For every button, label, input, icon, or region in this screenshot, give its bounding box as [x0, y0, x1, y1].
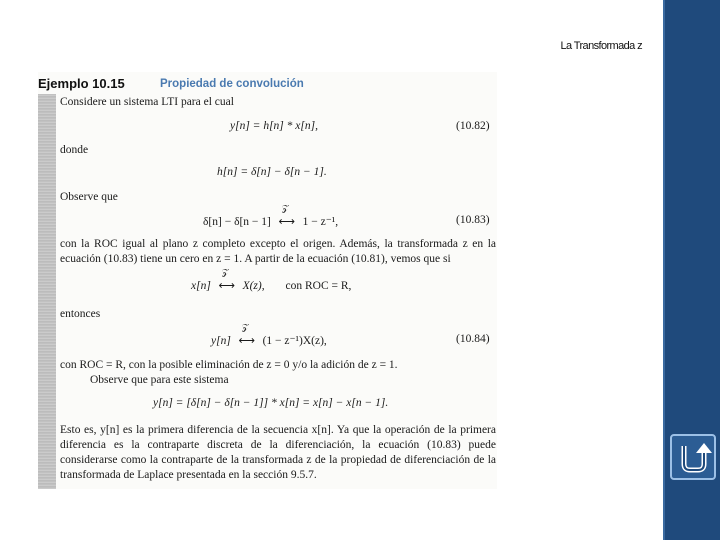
eq5-right: (1 − z⁻¹)X(z), [262, 335, 327, 347]
z-operator-symbol-3: 𝒵 [241, 322, 249, 332]
observe-system: Observe que para este sistema [90, 374, 229, 386]
roc-remark: con ROC = R, con la posible eliminación de z = 0 y/o la adición de z = 1. [60, 359, 398, 371]
equation-x-transform [191, 267, 352, 292]
z-operator-symbol-2: 𝒵 [221, 267, 229, 277]
eq3-left: δ[n] − δ[n − 1] [203, 216, 271, 228]
example-label: Ejemplo 10.15 [38, 76, 125, 91]
z-operator-symbol: 𝒵 [281, 203, 289, 213]
eq4-left: x[n] [191, 280, 211, 292]
intro-line: Considere un sistema LTI para el cual [60, 96, 234, 108]
entonces-label: entonces [60, 308, 101, 320]
observe-label: Observe que [60, 191, 118, 203]
equation-10-84 [211, 322, 327, 347]
equation-first-difference: y[n] = [δ[n] − δ[n − 1]] * x[n] = x[n] − x[n − 1]. [153, 397, 389, 409]
eq4-roc: con ROC = R, [285, 280, 352, 292]
scan-binding-strip [38, 94, 56, 489]
paragraph-roc: con la ROC igual al plano z completo excepto el origen. Además, la transformada z en la ecuación (10.83) tiene un cero en z = 1. A partir de la ecuación (10.81), vemos que si [60, 238, 496, 265]
eq3-right: 1 − z⁻¹, [302, 216, 339, 228]
paragraph-first-difference: Esto es, y[n] es la primera diferencia de la secuencia x[n]. Ya que la operación de la primera diferencia es la contraparte discreta de la diferenciación, la ecuación (10.83) puede considerarse como la contraparte de la transformada z de la propiedad de diferenciación de la transformada de Laplace presentada en la sección 9.5.7. [60, 424, 496, 481]
eq5-left: y[n] [211, 335, 231, 347]
z-transform-arrow: 𝒵 ⟷ [278, 203, 296, 228]
return-arrow-icon [672, 436, 714, 478]
scanned-page [38, 72, 497, 489]
equation-10-82: y[n] = h[n] * x[n], [230, 120, 318, 132]
eq4-right: X(z), [242, 280, 265, 292]
slide-title: La Transformada z [560, 40, 642, 52]
equation-10-83 [203, 203, 339, 228]
z-transform-arrow-3: 𝒵 ⟷ [238, 322, 255, 347]
equation-number-10-82: (10.82) [456, 120, 490, 132]
equation-number-10-84: (10.84) [456, 333, 490, 345]
equation-number-10-83: (10.83) [456, 214, 490, 226]
z-transform-arrow-2: 𝒵 ⟷ [218, 267, 235, 292]
return-button[interactable] [670, 434, 716, 480]
donde-label: donde [60, 144, 89, 156]
equation-h: h[n] = δ[n] − δ[n − 1]. [217, 166, 327, 178]
example-subtitle: Propiedad de convolución [160, 78, 304, 90]
example-header [38, 76, 497, 94]
